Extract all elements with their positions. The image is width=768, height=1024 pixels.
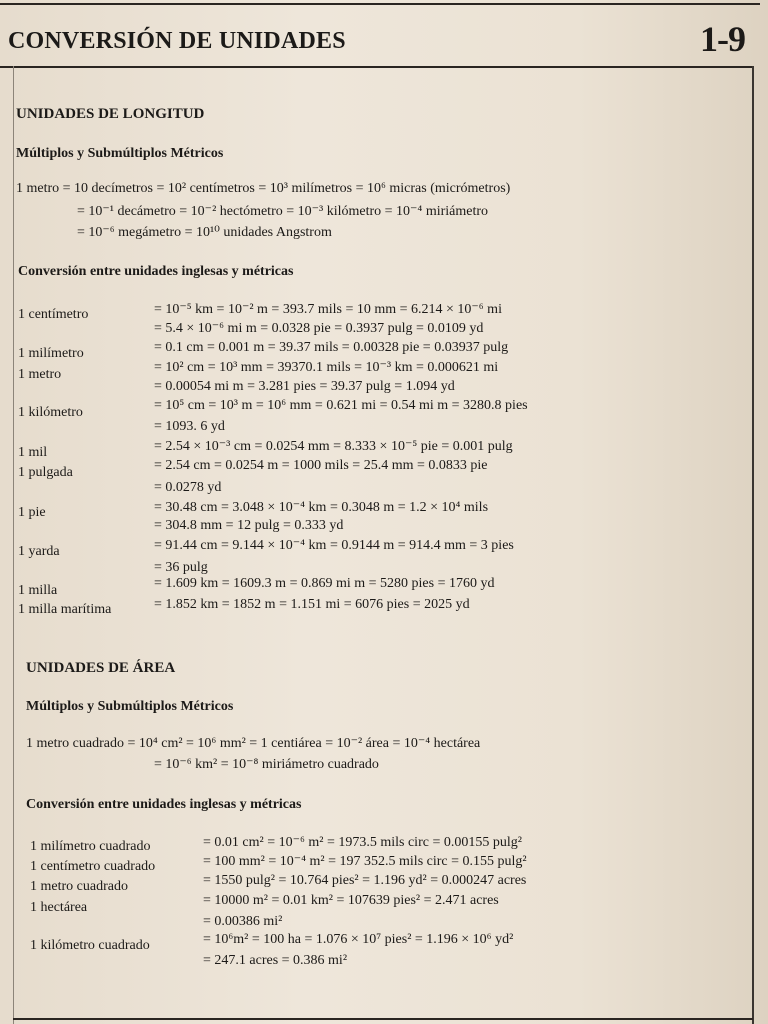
conversion-line: = 247.1 acres = 0.386 mi² <box>203 953 348 968</box>
metric-line: = 10⁻⁶ megámetro = 10¹⁰ unidades Angstrom <box>77 225 332 240</box>
conversion-line: = 0.00386 mi² <box>203 914 283 929</box>
conversion-line: = 1.609 km = 1609.3 m = 0.869 mi m = 5280 pies = 1760 yd <box>154 576 495 591</box>
metric-line: 1 metro cuadrado = 10⁴ cm² = 10⁶ mm² = 1 centiárea = 10⁻² área = 10⁻⁴ hectárea <box>26 736 481 751</box>
conversion-line: = 0.00054 mi m = 3.281 pies = 39.37 pulg = 1.094 yd <box>154 379 455 394</box>
unit-label: 1 centímetro cuadrado <box>30 859 156 874</box>
conversion-line: = 0.01 cm² = 10⁻⁶ m² = 1973.5 mils circ = 0.00155 pulg² <box>203 835 522 850</box>
conversion-line: = 0.1 cm = 0.001 m = 39.37 mils = 0.00328 pie = 0.03937 pulg <box>154 340 509 355</box>
conversion-line: = 100 mm² = 10⁻⁴ m² = 197 352.5 mils circ = 0.155 pulg² <box>203 854 527 869</box>
subheading-conversion-longitud: Conversión entre unidades inglesas y métricas <box>18 264 294 279</box>
metric-line: 1 metro = 10 decímetros = 10² centímetros = 10³ milímetros = 10⁶ micras (micrómetros) <box>16 181 511 196</box>
metric-line: = 10⁻⁶ km² = 10⁻⁸ miriámetro cuadrado <box>154 757 379 772</box>
conversion-line: = 304.8 mm = 12 pulg = 0.333 yd <box>154 518 344 533</box>
conversion-line: = 0.0278 yd <box>154 480 222 495</box>
unit-label: 1 mil <box>18 445 48 460</box>
unit-label: 1 milla <box>18 583 58 598</box>
section-heading-area: UNIDADES DE ÁREA <box>26 660 176 676</box>
conversion-line: = 36 pulg <box>154 560 208 575</box>
conversion-line: = 1.852 km = 1852 m = 1.151 mi = 6076 pies = 2025 yd <box>154 597 470 612</box>
metric-line: = 10⁻¹ decámetro = 10⁻² hectómetro = 10⁻³ kilómetro = 10⁻⁴ miriámetro <box>77 204 489 219</box>
unit-label: 1 milla marítima <box>18 602 112 617</box>
page-number: 1-9 <box>700 19 745 59</box>
subheading-metric-longitud: Múltiplos y Submúltiplos Métricos <box>16 146 224 161</box>
unit-label: 1 hectárea <box>30 900 88 915</box>
left-rule <box>13 66 14 1024</box>
conversion-line: = 10⁵ cm = 10³ m = 10⁶ mm = 0.621 mi = 0.54 mi m = 3280.8 pies <box>154 398 528 413</box>
conversion-line: = 10000 m² = 0.01 km² = 107639 pies² = 2.471 acres <box>203 893 499 908</box>
conversion-line: = 10² cm = 10³ mm = 39370.1 mils = 10⁻³ km = 0.000621 mi <box>154 360 499 375</box>
unit-label: 1 kilómetro cuadrado <box>30 938 150 953</box>
unit-label: 1 metro cuadrado <box>30 879 128 894</box>
conversion-line: = 91.44 cm = 9.144 × 10⁻⁴ km = 0.9144 m = 914.4 mm = 3 pies <box>154 538 514 553</box>
unit-label: 1 pulgada <box>18 465 73 480</box>
top-rule <box>0 3 760 5</box>
conversion-line: = 10⁶m² = 100 ha = 1.076 × 10⁷ pies² = 1.196 × 10⁶ yd² <box>203 932 514 947</box>
conversion-line: = 1093. 6 yd <box>154 419 225 434</box>
conversion-line: = 10⁻⁵ km = 10⁻² m = 393.7 mils = 10 mm = 6.214 × 10⁻⁶ mi <box>154 302 502 317</box>
header-rule <box>0 66 752 68</box>
bottom-rule <box>13 1018 753 1020</box>
conversion-line: = 2.54 cm = 0.0254 m = 1000 mils = 25.4 mm = 0.0833 pie <box>154 458 488 473</box>
subheading-metric-area: Múltiplos y Submúltiplos Métricos <box>26 699 234 714</box>
right-rule <box>752 66 754 1024</box>
section-heading-longitud: UNIDADES DE LONGITUD <box>16 106 205 122</box>
unit-label: 1 kilómetro <box>18 405 83 420</box>
page-title: CONVERSIÓN DE UNIDADES <box>8 28 346 54</box>
unit-label: 1 metro <box>18 367 62 382</box>
conversion-line: = 30.48 cm = 3.048 × 10⁻⁴ km = 0.3048 m = 1.2 × 10⁴ mils <box>154 500 489 515</box>
subheading-conversion-area: Conversión entre unidades inglesas y métricas <box>26 797 302 812</box>
conversion-line: = 2.54 × 10⁻³ cm = 0.0254 mm = 8.333 × 10⁻⁵ pie = 0.001 pulg <box>154 439 513 454</box>
conversion-line: = 1550 pulg² = 10.764 pies² = 1.196 yd² = 0.000247 acres <box>203 873 527 888</box>
unit-label: 1 centímetro <box>18 307 89 322</box>
unit-label: 1 milímetro cuadrado <box>30 839 151 854</box>
unit-label: 1 pie <box>18 505 46 520</box>
unit-label: 1 yarda <box>18 544 60 559</box>
unit-label: 1 milímetro <box>18 346 84 361</box>
conversion-line: = 5.4 × 10⁻⁶ mi m = 0.0328 pie = 0.3937 pulg = 0.0109 yd <box>154 321 484 336</box>
